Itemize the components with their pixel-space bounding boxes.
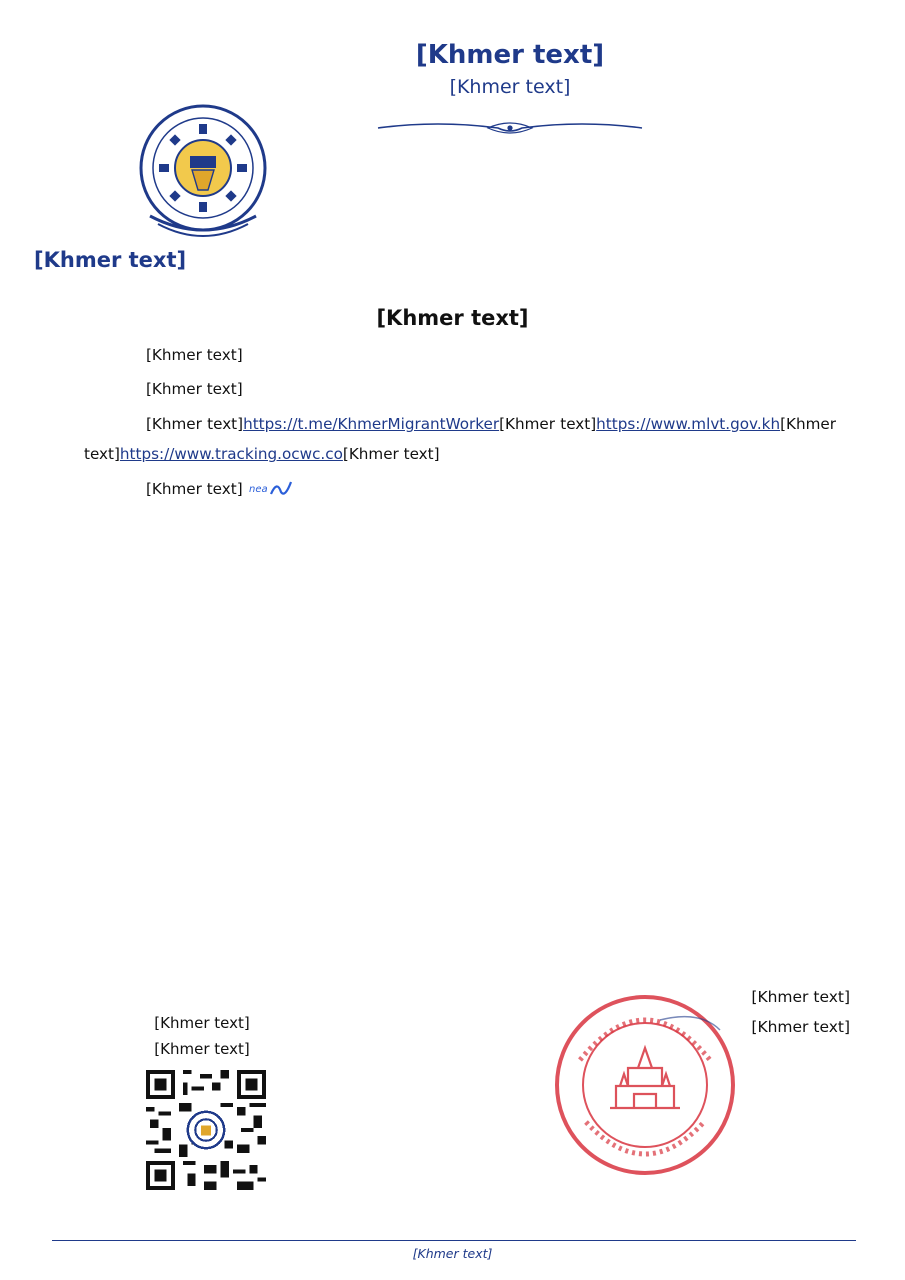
telegram-label: [Khmer text]: [154, 1014, 250, 1032]
paragraph-1: [Khmer text]: [146, 346, 243, 364]
telegram-group-name: [Khmer text]: [154, 1040, 250, 1058]
svg-text:nea: nea: [249, 484, 269, 496]
ministry-logo: [128, 98, 278, 248]
official-stamp: [550, 990, 740, 1180]
paragraph-3-text-d: [Khmer text]: [342, 445, 440, 464]
document-body: [84, 340, 836, 508]
qr-code[interactable]: [146, 1070, 266, 1190]
paragraph-4: [84, 474, 836, 504]
mlvt-website-link[interactable]: https://www.mlvt.gov.kh: [596, 414, 781, 433]
lunar-date: [Khmer text]: [751, 988, 850, 1006]
paragraph-3-text-b: [Khmer text]: [499, 414, 597, 433]
footer-divider: [52, 1240, 856, 1241]
kingdom-motto: [Khmer text]: [449, 76, 571, 98]
paragraph-3: [84, 409, 836, 470]
initials-signature: [247, 478, 295, 500]
ornament-divider: [368, 118, 652, 138]
tracking-website-link[interactable]: https://www.tracking.ocwc.co: [119, 445, 343, 464]
telegram-block: [72, 1010, 332, 1062]
paragraph-2: [Khmer text]: [146, 380, 243, 399]
telegram-link[interactable]: https://t.me/KhmerMigrantWorker: [243, 414, 500, 433]
paragraph-3-text-c: [Khmer text]: [84, 414, 836, 464]
kingdom-header: [260, 40, 760, 98]
solar-date: [Khmer text]: [751, 1018, 850, 1036]
document-title: [Khmer text]: [376, 306, 529, 330]
paragraph-4-text: [Khmer text]: [146, 479, 243, 498]
footer-address: [Khmer text]: [412, 1246, 493, 1261]
kingdom-title: [Khmer text]: [415, 40, 605, 70]
paragraph-3-text-a: [Khmer text]: [146, 414, 244, 433]
ministry-name: [Khmer text]: [34, 248, 187, 272]
